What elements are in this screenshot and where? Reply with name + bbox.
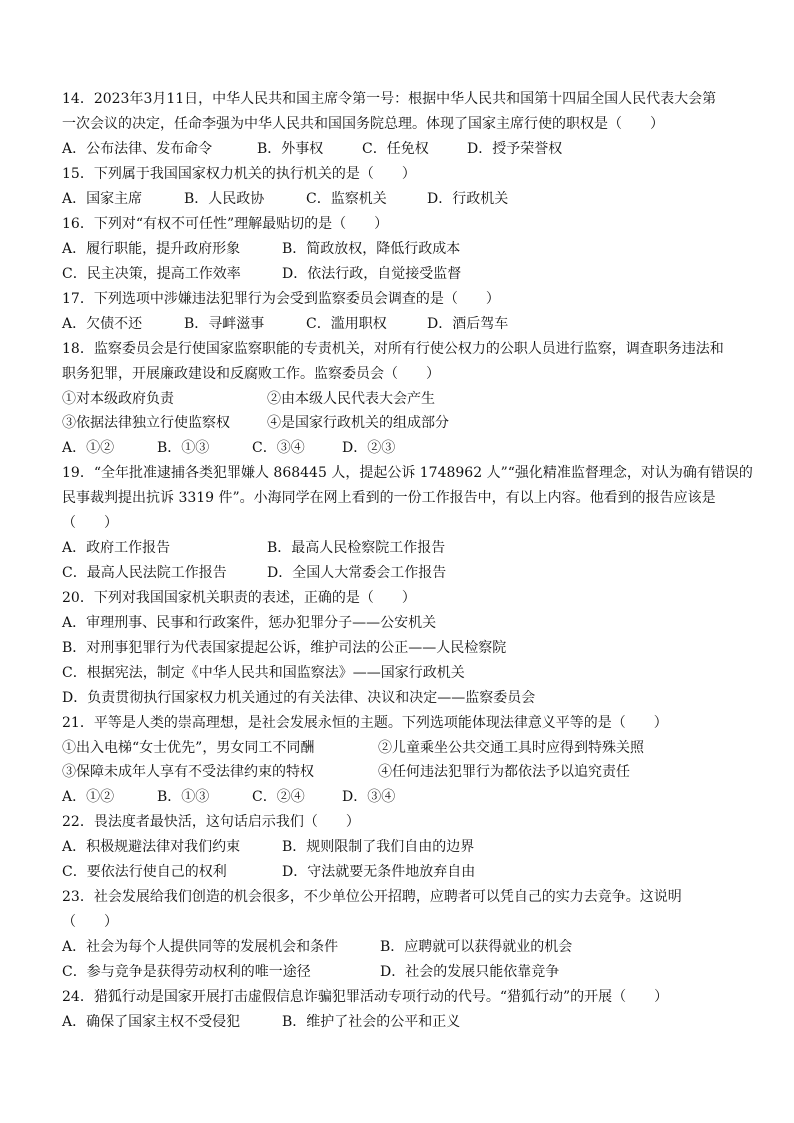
q19-option-c: C．最高人民法院工作报告 bbox=[62, 565, 227, 581]
q24-option-b: B．维护了社会的公平和正义 bbox=[282, 1014, 461, 1030]
q20-option-b: B．对刑事犯罪行为代表国家提起公诉，维护司法的公正——人民检察院 bbox=[62, 640, 507, 656]
q15-options bbox=[62, 187, 742, 212]
q23-option-d: D．社会的发展只能依靠竞争 bbox=[380, 964, 560, 980]
q22-stem: 22．畏法度者最快活，这句话启示我们（ ） bbox=[62, 814, 360, 830]
q24-option-a: A．确保了国家主权不受侵犯 bbox=[62, 1014, 241, 1030]
q18-stem-line2: 职务犯罪，开展廉政建设和反腐败工作。监察委员会（ ） bbox=[62, 366, 440, 382]
q24-options-row1 bbox=[62, 1010, 742, 1035]
q14-stem-line2: 一次会议的决定，任命李强为中华人民共和国国务院总理。体现了国家主席行使的职权是（ ） bbox=[62, 116, 664, 132]
q18-statement-4: ④是国家行政机关的组成部分 bbox=[267, 415, 449, 431]
q21-option-a: A．①② bbox=[62, 789, 115, 805]
q18-option-a: A．①② bbox=[62, 440, 115, 456]
q18-statements-row1 bbox=[62, 387, 742, 412]
q18-stem-line1: 18．监察委员会是行使国家监察职能的专责机关，对所有行使公权力的公职人员进行监察，调查职务违法和 bbox=[62, 341, 724, 357]
q21-statements-row2 bbox=[62, 760, 742, 785]
q21-options bbox=[62, 785, 742, 810]
q17-option-d: D．酒后驾车 bbox=[427, 316, 509, 332]
q15-stem: 15．下列属于我国国家权力机关的执行机关的是（ ） bbox=[62, 166, 416, 182]
q16-option-a: A．履行职能，提升政府形象 bbox=[62, 241, 241, 257]
q15-option-b: B．人民政协 bbox=[184, 191, 265, 207]
q20-stem: 20．下列对我国国家机关职责的表述，正确的是（ ） bbox=[62, 590, 416, 606]
q19-option-b: B．最高人民检察院工作报告 bbox=[267, 540, 446, 556]
q21-option-d: D．③④ bbox=[342, 789, 396, 805]
q15-option-d: D．行政机关 bbox=[427, 191, 509, 207]
q18-option-c: C．③④ bbox=[252, 440, 305, 456]
q21-stem: 21．平等是人类的崇高理想，是社会发展永恒的主题。下列选项能体现法律意义平等的是（ ） bbox=[62, 715, 668, 731]
q18-statements-row2 bbox=[62, 411, 742, 436]
q18-option-b: B．①③ bbox=[157, 440, 210, 456]
q21-statement-1: ①出入电梯“女士优先”，男女同工不同酬 bbox=[62, 740, 315, 756]
q20-option-d: D．负责贯彻执行国家权力机关通过的有关法律、决议和决定——监察委员会 bbox=[62, 690, 536, 706]
q16-options-row1 bbox=[62, 237, 742, 262]
q14-option-b: B．外事权 bbox=[257, 141, 324, 157]
q22-option-a: A．积极规避法律对我们约束 bbox=[62, 839, 241, 855]
q19-options-row1 bbox=[62, 536, 742, 561]
q22-option-d: D．守法就要无条件地放弃自由 bbox=[282, 864, 476, 880]
q23-stem-line1: 23．社会发展给我们创造的机会很多，不少单位公开招聘，应聘者可以凭自己的实力去竞争。这说明 bbox=[62, 889, 682, 905]
q21-option-b: B．①③ bbox=[157, 789, 210, 805]
q23-options-row2 bbox=[62, 960, 742, 985]
q18-statement-3: ③依据法律独立行使监察权 bbox=[62, 415, 230, 431]
q22-options-row2 bbox=[62, 860, 742, 885]
q16-options-row2 bbox=[62, 262, 742, 287]
q21-statement-3: ③保障未成年人享有不受法律约束的特权 bbox=[62, 764, 314, 780]
q23-option-a: A．社会为每个人提供同等的发展机会和条件 bbox=[62, 939, 339, 955]
q22-option-c: C．要依法行使自己的权利 bbox=[62, 864, 227, 880]
q20-option-a: A．审理刑事、民事和行政案件，惩办犯罪分子——公安机关 bbox=[62, 615, 437, 631]
q14-stem-line1: 14．2023年3月11日，中华人民共和国主席令第一号：根据中华人民共和国第十四届全国人民代表大会第 bbox=[62, 91, 717, 107]
q18-statement-2: ②由本级人民代表大会产生 bbox=[267, 391, 435, 407]
q23-options-row1 bbox=[62, 935, 742, 960]
q20-option-c: C．根据宪法，制定《中华人民共和国监察法》——国家行政机关 bbox=[62, 665, 465, 681]
q17-option-a: A．欠债不还 bbox=[62, 316, 143, 332]
q23-option-c: C．参与竞争是获得劳动权利的唯一途径 bbox=[62, 964, 311, 980]
q16-option-c: C．民主决策，提高工作效率 bbox=[62, 266, 241, 282]
q21-statement-2: ②儿童乘坐公共交通工具时应得到特殊关照 bbox=[378, 740, 644, 756]
q19-option-a: A．政府工作报告 bbox=[62, 540, 171, 556]
q18-options bbox=[62, 436, 742, 461]
q17-option-c: C．滥用职权 bbox=[306, 316, 387, 332]
q19-stem-line3: （ ） bbox=[62, 515, 118, 531]
q21-statement-4: ④任何违法犯罪行为都依法予以追究责任 bbox=[378, 764, 630, 780]
q17-options bbox=[62, 312, 742, 337]
q22-option-b: B．规则限制了我们自由的边界 bbox=[282, 839, 475, 855]
q17-option-b: B．寻衅滋事 bbox=[184, 316, 265, 332]
q14-option-c: C．任免权 bbox=[362, 141, 429, 157]
q21-option-c: C．②④ bbox=[252, 789, 305, 805]
q15-option-a: A．国家主席 bbox=[62, 191, 143, 207]
q17-stem: 17．下列选项中涉嫌违法犯罪行为会受到监察委员会调查的是（ ） bbox=[62, 291, 500, 307]
q19-options-row2 bbox=[62, 561, 742, 586]
q18-option-d: D．②③ bbox=[342, 440, 396, 456]
q14-options bbox=[62, 137, 742, 162]
q14-option-a: A．公布法律、发布命令 bbox=[62, 141, 213, 157]
q15-option-c: C．监察机关 bbox=[306, 191, 387, 207]
q24-stem: 24．猎狐行动是国家开展打击虚假信息诈骗犯罪活动专项行动的代号。“猎狐行动”的开展（ ） bbox=[62, 989, 669, 1005]
q19-stem-line2: 民事裁判提出抗诉 3319 件”。小海同学在网上看到的一份工作报告中，有以上内容。他看到的报告应该是 bbox=[62, 490, 716, 506]
q23-option-b: B．应聘就可以获得就业的机会 bbox=[380, 939, 573, 955]
q19-stem-line1: 19．“全年批准逮捕各类犯罪嫌人 868445 人，提起公诉 1748962 人”“强化精准监督理念，对认为确有错误的 bbox=[62, 465, 753, 481]
q14-option-d: D．授予荣誉权 bbox=[467, 141, 563, 157]
q16-stem: 16．下列对“有权不可任性”理解最贴切的是（ ） bbox=[62, 216, 389, 232]
q19-option-d: D．全国人大常委会工作报告 bbox=[267, 565, 447, 581]
q18-statement-1: ①对本级政府负责 bbox=[62, 391, 174, 407]
q16-option-d: D．依法行政，自觉接受监督 bbox=[282, 266, 462, 282]
q22-options-row1 bbox=[62, 835, 742, 860]
q21-statements-row1 bbox=[62, 736, 742, 761]
q16-option-b: B．简政放权，降低行政成本 bbox=[282, 241, 461, 257]
q23-stem-line2: （ ） bbox=[62, 914, 118, 930]
